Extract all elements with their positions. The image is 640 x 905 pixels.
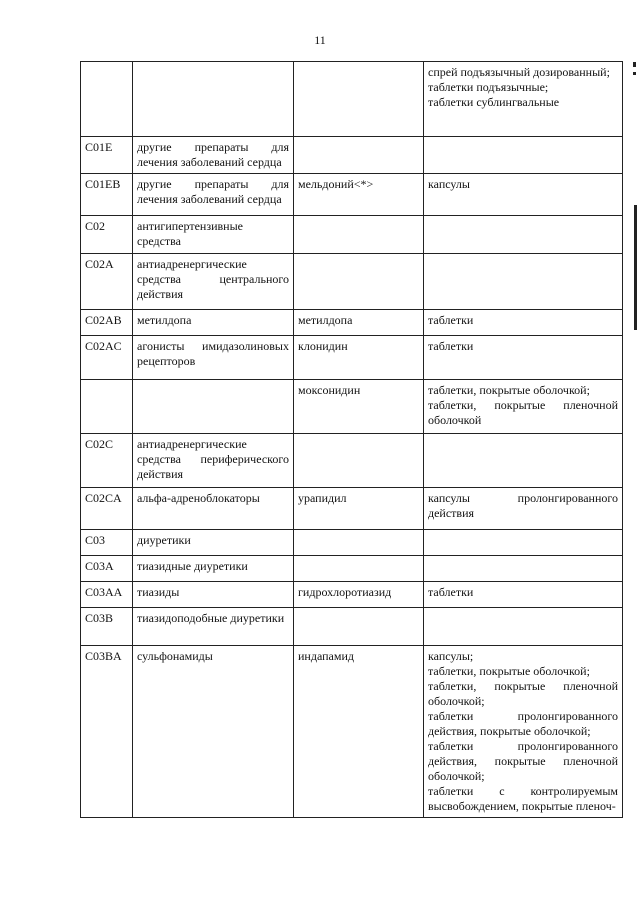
table-row <box>81 530 623 556</box>
dosage-form-cell <box>424 582 623 608</box>
table-row <box>81 310 623 336</box>
code-cell: C02 <box>81 216 133 254</box>
code-cell: C02C <box>81 434 133 488</box>
table-row <box>81 488 623 530</box>
name-cell: другие препараты для лечения заболеваний сердца <box>133 174 294 216</box>
dosage-form-item: таблетки, покрытые оболочкой; <box>428 664 590 678</box>
dosage-form-item: таблетки, покрытые оболочкой; <box>428 383 590 397</box>
substance-cell: урапидил <box>294 488 424 530</box>
dosage-form-item: таблетки пролонгированного действия, покрытые пленочной оболочкой; <box>428 739 618 783</box>
code-cell: C03BA <box>81 646 133 818</box>
code-cell: C03 <box>81 530 133 556</box>
dosage-form-cell <box>424 380 623 434</box>
name-cell: тиазидоподобные диуретики <box>133 608 294 646</box>
scan-artifact <box>633 72 636 75</box>
dosage-form-cell <box>424 254 623 310</box>
dosage-form-cell <box>424 530 623 556</box>
dosage-form-cell <box>424 434 623 488</box>
table-row <box>81 254 623 310</box>
substance-cell <box>294 434 424 488</box>
dosage-form-item: таблетки с контролируемым высвобождением, покрытые пленоч- <box>428 784 618 813</box>
dosage-form-item: таблетки, покрытые пленочной оболочкой; <box>428 679 618 708</box>
name-cell: тиазидные диуретики <box>133 556 294 582</box>
scan-artifact <box>634 205 637 330</box>
substance-cell <box>294 137 424 174</box>
page-number: 11 <box>314 33 326 47</box>
table-row <box>81 380 623 434</box>
code-cell <box>81 62 133 137</box>
dosage-form-cell <box>424 174 623 216</box>
table-row <box>81 137 623 174</box>
dosage-form-item: спрей подъязычный дозированный; <box>428 65 610 79</box>
dosage-form-cell <box>424 310 623 336</box>
table-row <box>81 608 623 646</box>
substance-cell <box>294 216 424 254</box>
substance-cell <box>294 608 424 646</box>
dosage-form-cell <box>424 488 623 530</box>
code-cell: C01EB <box>81 174 133 216</box>
substance-cell: мельдоний<*> <box>294 174 424 216</box>
name-cell: тиазиды <box>133 582 294 608</box>
code-cell: C02CA <box>81 488 133 530</box>
dosage-form-cell <box>424 137 623 174</box>
medication-table <box>80 61 623 818</box>
code-cell: C02A <box>81 254 133 310</box>
name-cell: метилдопа <box>133 310 294 336</box>
substance-cell: метилдопа <box>294 310 424 336</box>
dosage-form-item: таблетки <box>428 339 474 353</box>
dosage-form-item: таблетки <box>428 313 474 327</box>
dosage-form-item: таблетки подъязычные; <box>428 80 549 94</box>
table-row <box>81 582 623 608</box>
name-cell: антиадренергические средства периферического действия <box>133 434 294 488</box>
name-cell: альфа-адреноблокаторы <box>133 488 294 530</box>
dosage-form-cell <box>424 646 623 818</box>
dosage-form-cell <box>424 556 623 582</box>
dosage-form-item: таблетки <box>428 585 474 599</box>
dosage-form-item: капсулы; <box>428 649 474 663</box>
code-cell: C02AB <box>81 310 133 336</box>
table-row <box>81 216 623 254</box>
substance-cell: индапамид <box>294 646 424 818</box>
scan-artifact <box>633 62 636 67</box>
substance-cell <box>294 556 424 582</box>
code-cell: C02AC <box>81 336 133 380</box>
name-cell: сульфонамиды <box>133 646 294 818</box>
code-cell: C03AA <box>81 582 133 608</box>
medication-table-body <box>81 62 623 818</box>
substance-cell <box>294 530 424 556</box>
table-row <box>81 646 623 818</box>
table-row <box>81 62 623 137</box>
name-cell: диуретики <box>133 530 294 556</box>
table-row <box>81 174 623 216</box>
name-cell: антиадренергические средства центрального действия <box>133 254 294 310</box>
dosage-form-item: таблетки сублингвальные <box>428 95 560 109</box>
table-row <box>81 336 623 380</box>
dosage-form-cell <box>424 608 623 646</box>
substance-cell: гидрохлоротиазид <box>294 582 424 608</box>
name-cell <box>133 380 294 434</box>
code-cell: C03B <box>81 608 133 646</box>
code-cell: C03A <box>81 556 133 582</box>
substance-cell <box>294 254 424 310</box>
code-cell <box>81 380 133 434</box>
table-row <box>81 556 623 582</box>
name-cell <box>133 62 294 137</box>
name-cell: агонисты имидазолиновых рецепторов <box>133 336 294 380</box>
dosage-form-cell <box>424 216 623 254</box>
substance-cell: моксонидин <box>294 380 424 434</box>
code-cell: C01E <box>81 137 133 174</box>
substance-cell: клонидин <box>294 336 424 380</box>
dosage-form-item: таблетки, покрытые пленочной оболочкой <box>428 398 618 427</box>
dosage-form-item: таблетки пролонгированного действия, покрытые оболочкой; <box>428 709 618 738</box>
dosage-form-cell <box>424 62 623 137</box>
table-row <box>81 434 623 488</box>
name-cell: антигипертензивные средства <box>133 216 294 254</box>
dosage-form-cell <box>424 336 623 380</box>
substance-cell <box>294 62 424 137</box>
name-cell: другие препараты для лечения заболеваний сердца <box>133 137 294 174</box>
dosage-form-item: капсулы пролонгированного действия <box>428 491 618 520</box>
dosage-form-item: капсулы <box>428 177 470 191</box>
